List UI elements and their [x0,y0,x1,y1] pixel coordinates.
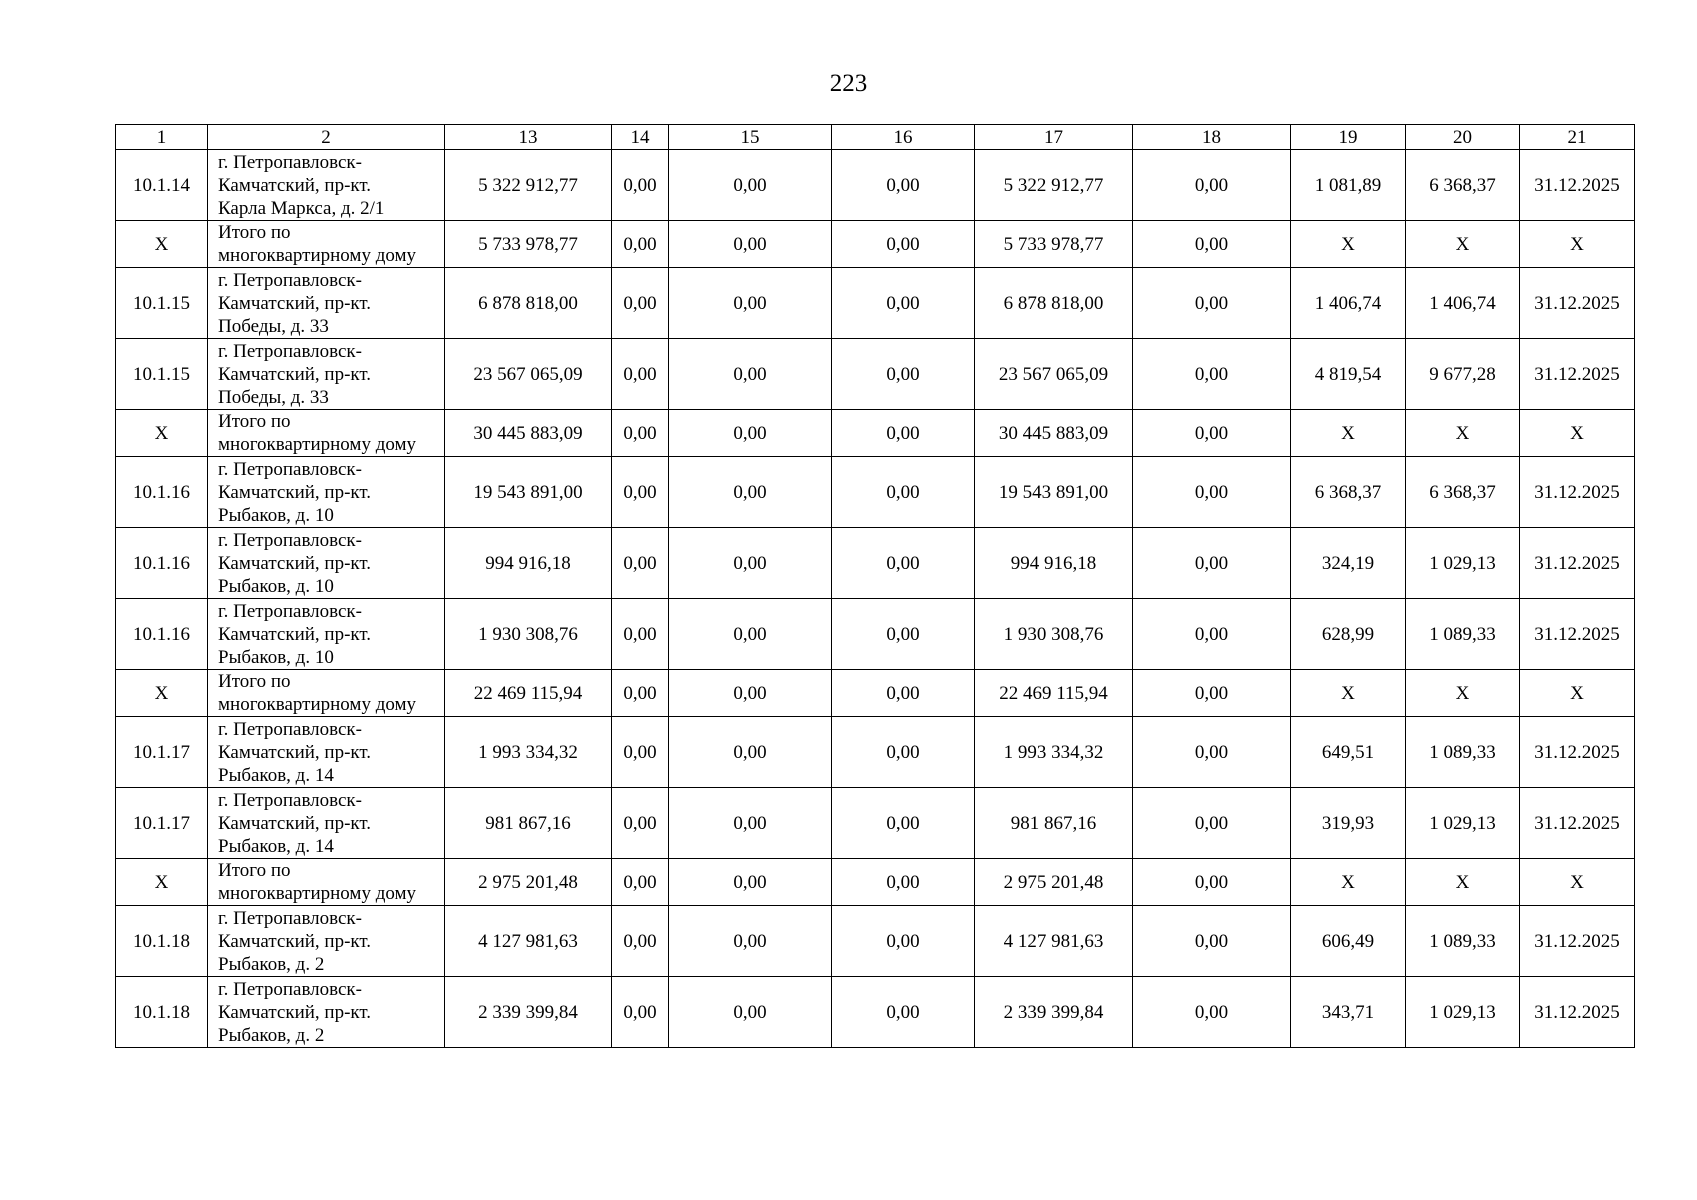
col19-cell: 324,19 [1291,528,1406,599]
date-cell: 31.12.2025 [1520,599,1635,670]
address-cell: г. Петропавловск- Камчатский, пр-кт. Рыбаков, д. 2 [208,906,445,977]
header-row [116,125,1635,150]
address-cell: Итого по многоквартирному дому [208,859,445,906]
table-row [116,977,1635,1048]
col17-cell: 19 543 891,00 [975,457,1133,528]
col18-cell: 0,00 [1133,670,1291,717]
address-cell: г. Петропавловск- Камчатский, пр-кт. Победы, д. 33 [208,339,445,410]
col18-cell: 0,00 [1133,859,1291,906]
address-cell: г. Петропавловск- Камчатский, пр-кт. Рыбаков, д. 14 [208,788,445,859]
table-row [116,457,1635,528]
col19-cell: 1 081,89 [1291,150,1406,221]
col16-cell: 0,00 [832,599,975,670]
col18-cell: 0,00 [1133,788,1291,859]
col16-cell: 0,00 [832,859,975,906]
column-header: 18 [1133,125,1291,150]
col15-cell: 0,00 [669,788,832,859]
col14-cell: 0,00 [612,717,669,788]
col19-cell: 343,71 [1291,977,1406,1048]
col14-cell: 0,00 [612,410,669,457]
col20-cell: X [1406,670,1520,717]
address-cell: Итого по многоквартирному дому [208,221,445,268]
item-number-cell: 10.1.16 [116,457,208,528]
col20-cell: X [1406,410,1520,457]
address-cell: г. Петропавловск- Камчатский, пр-кт. Рыбаков, д. 10 [208,599,445,670]
col20-cell: 1 406,74 [1406,268,1520,339]
column-header: 14 [612,125,669,150]
col15-cell: 0,00 [669,599,832,670]
col20-cell: 6 368,37 [1406,150,1520,221]
col15-cell: 0,00 [669,410,832,457]
amount-cell: 22 469 115,94 [445,670,612,717]
col20-cell: 1 089,33 [1406,599,1520,670]
col14-cell: 0,00 [612,599,669,670]
col19-cell: 628,99 [1291,599,1406,670]
item-number-cell: 10.1.15 [116,339,208,410]
date-cell: 31.12.2025 [1520,339,1635,410]
col20-cell: 6 368,37 [1406,457,1520,528]
date-cell: 31.12.2025 [1520,906,1635,977]
col14-cell: 0,00 [612,670,669,717]
col17-cell: 1 993 334,32 [975,717,1133,788]
total-row [116,410,1635,457]
col18-cell: 0,00 [1133,906,1291,977]
column-header: 15 [669,125,832,150]
col15-cell: 0,00 [669,906,832,977]
col17-cell: 981 867,16 [975,788,1133,859]
item-number-cell: X [116,221,208,268]
data-table [115,124,1635,1048]
address-cell: г. Петропавловск- Камчатский, пр-кт. Карла Маркса, д. 2/1 [208,150,445,221]
col17-cell: 23 567 065,09 [975,339,1133,410]
col18-cell: 0,00 [1133,268,1291,339]
total-row [116,859,1635,906]
item-number-cell: 10.1.17 [116,788,208,859]
item-number-cell: 10.1.16 [116,528,208,599]
address-cell: г. Петропавловск- Камчатский, пр-кт. Рыбаков, д. 10 [208,528,445,599]
col17-cell: 30 445 883,09 [975,410,1133,457]
amount-cell: 2 339 399,84 [445,977,612,1048]
date-cell: 31.12.2025 [1520,717,1635,788]
address-cell: г. Петропавловск- Камчатский, пр-кт. Победы, д. 33 [208,268,445,339]
col20-cell: 1 089,33 [1406,906,1520,977]
col14-cell: 0,00 [612,859,669,906]
col17-cell: 6 878 818,00 [975,268,1133,339]
address-cell: г. Петропавловск- Камчатский, пр-кт. Рыбаков, д. 14 [208,717,445,788]
column-header: 1 [116,125,208,150]
col19-cell: 606,49 [1291,906,1406,977]
col18-cell: 0,00 [1133,457,1291,528]
col20-cell: 1 029,13 [1406,977,1520,1048]
table-row [116,339,1635,410]
col14-cell: 0,00 [612,977,669,1048]
item-number-cell: X [116,670,208,717]
item-number-cell: 10.1.18 [116,906,208,977]
table-row [116,268,1635,339]
col18-cell: 0,00 [1133,599,1291,670]
page-number: 223 [829,70,868,97]
col15-cell: 0,00 [669,670,832,717]
table-row [116,788,1635,859]
col17-cell: 22 469 115,94 [975,670,1133,717]
item-number-cell: X [116,410,208,457]
item-number-cell: 10.1.14 [116,150,208,221]
date-cell: 31.12.2025 [1520,150,1635,221]
col14-cell: 0,00 [612,906,669,977]
column-header: 2 [208,125,445,150]
date-cell: 31.12.2025 [1520,268,1635,339]
col14-cell: 0,00 [612,339,669,410]
col19-cell: X [1291,221,1406,268]
column-header: 20 [1406,125,1520,150]
col18-cell: 0,00 [1133,410,1291,457]
address-cell: Итого по многоквартирному дому [208,670,445,717]
col19-cell: 1 406,74 [1291,268,1406,339]
col19-cell: 649,51 [1291,717,1406,788]
total-row [116,670,1635,717]
col19-cell: 6 368,37 [1291,457,1406,528]
col17-cell: 2 339 399,84 [975,977,1133,1048]
column-header: 17 [975,125,1133,150]
amount-cell: 19 543 891,00 [445,457,612,528]
col16-cell: 0,00 [832,268,975,339]
amount-cell: 4 127 981,63 [445,906,612,977]
col16-cell: 0,00 [832,457,975,528]
col16-cell: 0,00 [832,410,975,457]
col16-cell: 0,00 [832,221,975,268]
amount-cell: 6 878 818,00 [445,268,612,339]
address-cell: Итого по многоквартирному дому [208,410,445,457]
col15-cell: 0,00 [669,339,832,410]
col16-cell: 0,00 [832,528,975,599]
col19-cell: X [1291,410,1406,457]
table-row [116,599,1635,670]
col17-cell: 2 975 201,48 [975,859,1133,906]
date-cell: 31.12.2025 [1520,977,1635,1048]
col14-cell: 0,00 [612,150,669,221]
col19-cell: X [1291,670,1406,717]
col14-cell: 0,00 [612,457,669,528]
col14-cell: 0,00 [612,788,669,859]
col15-cell: 0,00 [669,268,832,339]
date-cell: X [1520,221,1635,268]
address-cell: г. Петропавловск- Камчатский, пр-кт. Рыбаков, д. 2 [208,977,445,1048]
col17-cell: 1 930 308,76 [975,599,1133,670]
column-header: 19 [1291,125,1406,150]
col14-cell: 0,00 [612,268,669,339]
col16-cell: 0,00 [832,339,975,410]
col20-cell: 1 089,33 [1406,717,1520,788]
col18-cell: 0,00 [1133,221,1291,268]
amount-cell: 994 916,18 [445,528,612,599]
col19-cell: X [1291,859,1406,906]
col16-cell: 0,00 [832,788,975,859]
col17-cell: 4 127 981,63 [975,906,1133,977]
amount-cell: 5 322 912,77 [445,150,612,221]
col15-cell: 0,00 [669,150,832,221]
col15-cell: 0,00 [669,717,832,788]
col15-cell: 0,00 [669,528,832,599]
date-cell: 31.12.2025 [1520,528,1635,599]
total-row [116,221,1635,268]
amount-cell: 2 975 201,48 [445,859,612,906]
col18-cell: 0,00 [1133,528,1291,599]
item-number-cell: 10.1.17 [116,717,208,788]
col19-cell: 319,93 [1291,788,1406,859]
col20-cell: X [1406,859,1520,906]
col15-cell: 0,00 [669,221,832,268]
col14-cell: 0,00 [612,221,669,268]
col18-cell: 0,00 [1133,717,1291,788]
date-cell: X [1520,410,1635,457]
table-row [116,717,1635,788]
date-cell: 31.12.2025 [1520,788,1635,859]
col16-cell: 0,00 [832,906,975,977]
col17-cell: 5 322 912,77 [975,150,1133,221]
col17-cell: 5 733 978,77 [975,221,1133,268]
item-number-cell: 10.1.15 [116,268,208,339]
col15-cell: 0,00 [669,977,832,1048]
amount-cell: 30 445 883,09 [445,410,612,457]
table-row [116,906,1635,977]
amount-cell: 5 733 978,77 [445,221,612,268]
amount-cell: 981 867,16 [445,788,612,859]
col20-cell: 9 677,28 [1406,339,1520,410]
col15-cell: 0,00 [669,457,832,528]
column-header: 13 [445,125,612,150]
col20-cell: X [1406,221,1520,268]
amount-cell: 1 930 308,76 [445,599,612,670]
col15-cell: 0,00 [669,859,832,906]
table-row [116,528,1635,599]
col14-cell: 0,00 [612,528,669,599]
column-header: 16 [832,125,975,150]
col17-cell: 994 916,18 [975,528,1133,599]
col16-cell: 0,00 [832,717,975,788]
item-number-cell: X [116,859,208,906]
column-header: 21 [1520,125,1635,150]
address-cell: г. Петропавловск- Камчатский, пр-кт. Рыбаков, д. 10 [208,457,445,528]
table-row [116,150,1635,221]
item-number-cell: 10.1.18 [116,977,208,1048]
col16-cell: 0,00 [832,150,975,221]
col18-cell: 0,00 [1133,150,1291,221]
col18-cell: 0,00 [1133,339,1291,410]
item-number-cell: 10.1.16 [116,599,208,670]
col20-cell: 1 029,13 [1406,528,1520,599]
col16-cell: 0,00 [832,670,975,717]
col18-cell: 0,00 [1133,977,1291,1048]
date-cell: X [1520,859,1635,906]
date-cell: X [1520,670,1635,717]
col16-cell: 0,00 [832,977,975,1048]
amount-cell: 1 993 334,32 [445,717,612,788]
table-body [116,150,1635,1048]
col19-cell: 4 819,54 [1291,339,1406,410]
col20-cell: 1 029,13 [1406,788,1520,859]
amount-cell: 23 567 065,09 [445,339,612,410]
date-cell: 31.12.2025 [1520,457,1635,528]
